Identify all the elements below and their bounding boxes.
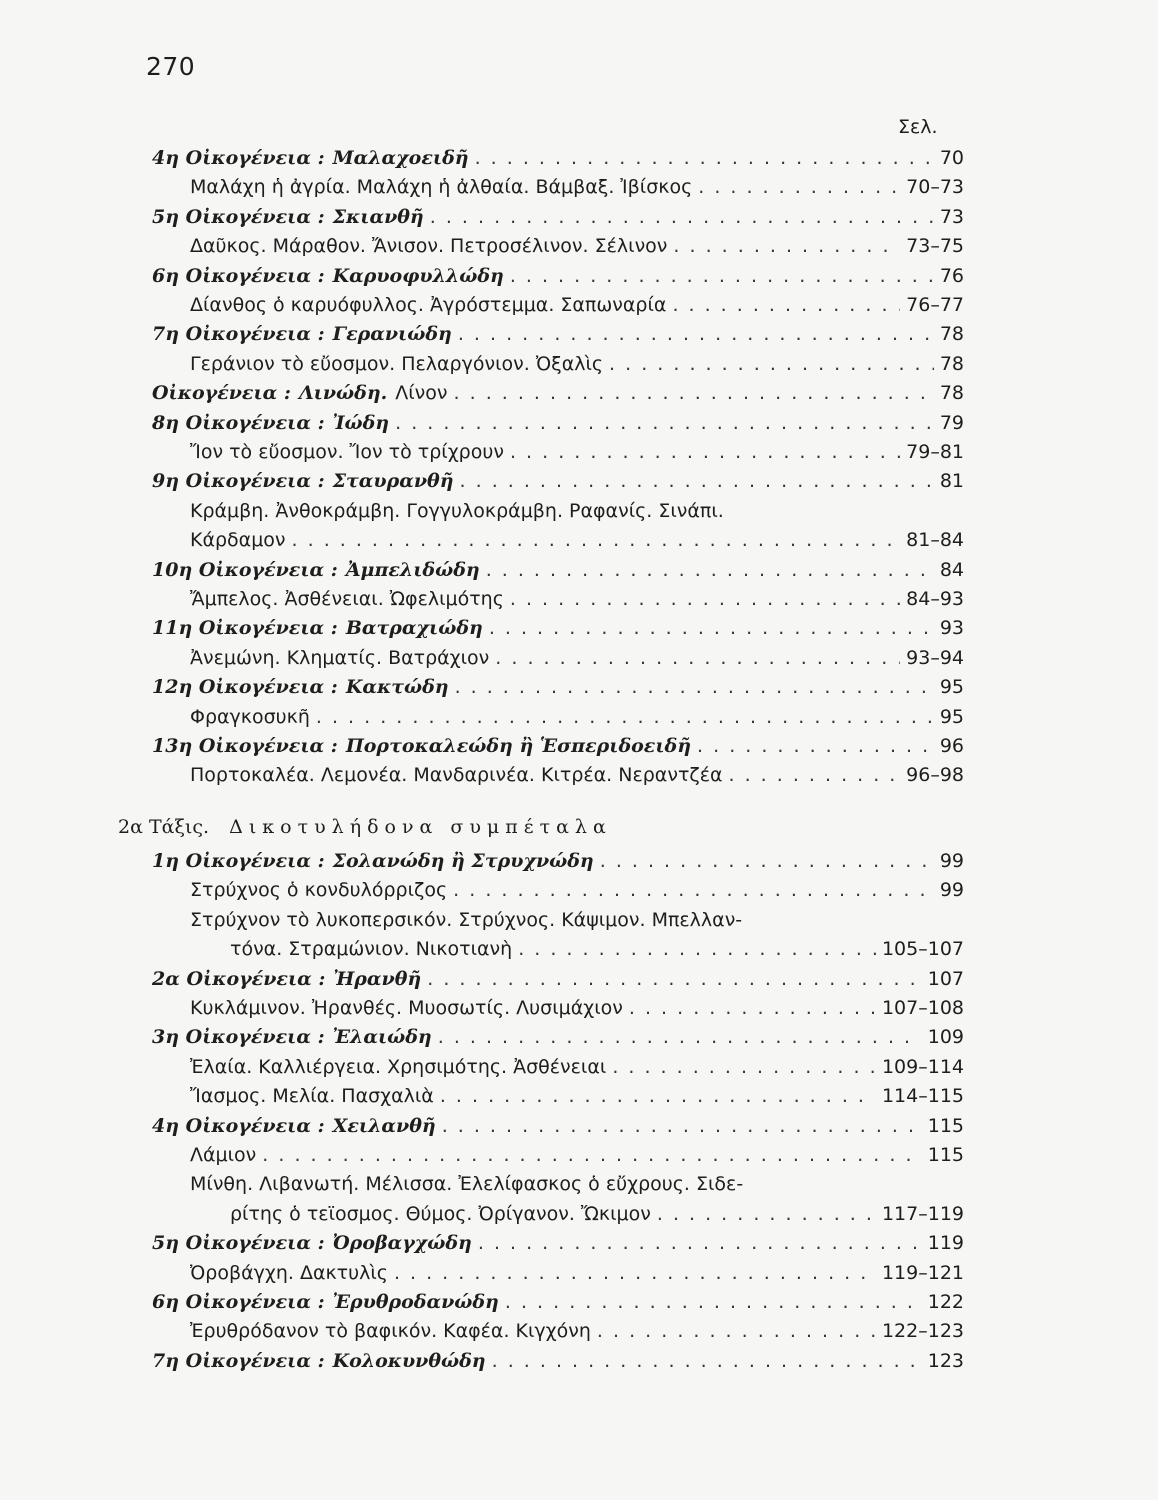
dot-leader	[489, 613, 934, 643]
dot-leader	[442, 1111, 922, 1141]
dot-leader	[492, 1346, 922, 1376]
family-name: Βατραχιώδη	[345, 617, 483, 640]
plants-text: Μίνθη. Λιβανωτή. Μέλισσα. Ἐλελίφασκος ὁ εὔχρους. Σιδε-	[190, 1173, 744, 1196]
family-name: Ὀροβαγχώδη	[332, 1232, 472, 1255]
plants-text: Δαῦκος. Μάραθον. Ἄνισον. Πετροσέλινον. Σέλινον	[190, 235, 668, 258]
family-name: Ἠρανθῆ	[333, 967, 422, 990]
plants-entry	[190, 437, 964, 467]
plants-entry	[190, 496, 964, 526]
page-ref: 78	[939, 323, 964, 346]
dot-leader	[505, 1287, 922, 1317]
dot-leader	[478, 1228, 922, 1258]
section-label: 2α Τάξις.	[118, 816, 210, 838]
plants-entry	[230, 934, 964, 964]
page-column-label: Σελ.	[898, 116, 938, 138]
plants-entry	[190, 1258, 964, 1288]
plants-text: Γεράνιον τὸ εὔοσμον. Πελαργόνιον. Ὀξαλὶς	[190, 352, 604, 375]
family-name: Χειλανθῆ	[332, 1114, 436, 1137]
family-entry	[152, 202, 964, 232]
dot-leader	[698, 172, 900, 202]
plants-entry	[190, 1169, 964, 1199]
dot-leader	[672, 290, 900, 320]
page-ref: 76	[939, 264, 964, 287]
family-label: 12η Οἰκογένεια :	[152, 676, 338, 699]
family-entry	[152, 466, 964, 496]
family-name: Πορτοκαλεώδη ἢ Ἑσπεριδοειδῆ	[345, 735, 692, 757]
family-name: Ἀμπελιδώδη	[345, 558, 480, 581]
page-ref: 99	[939, 850, 964, 872]
family-name: Γερανιώδη	[332, 323, 452, 346]
family-label: 13η Οἰκογένεια :	[152, 735, 338, 757]
dot-leader	[316, 702, 934, 732]
plants-text: Δίανθος ὁ καρυόφυλλος. Ἀγρόστεμμα. Σαπωναρία	[190, 294, 667, 316]
dot-leader	[495, 643, 900, 673]
page-ref: 99	[939, 879, 964, 902]
family-entry	[152, 1022, 964, 1052]
dot-leader	[486, 555, 934, 585]
plants-text: Κυκλάμινον. Ἠρανθές. Μυοσωτίς. Λυσιμάχιον	[190, 997, 623, 1019]
plants-entry	[190, 993, 964, 1023]
page-ref: 78	[939, 382, 964, 405]
page-ref: 119	[927, 1232, 964, 1255]
family-name: Σκιανθῆ	[332, 205, 424, 228]
dot-leader	[458, 319, 934, 349]
page-ref: 84–93	[906, 588, 964, 610]
plants-entry	[190, 349, 964, 379]
plants-text: Πορτοκαλέα. Λεμονέα. Μανδαρινέα. Κιτρέα. Νεραντζέα	[190, 764, 723, 787]
family-label: 4η Οἰκογένεια :	[152, 1114, 325, 1137]
family-name: Ἐρυθροδανώδη	[332, 1291, 499, 1313]
family-entry	[152, 613, 964, 643]
dot-leader	[673, 231, 900, 261]
plants-entry	[190, 231, 964, 261]
family-name: Κολοκυνθώδη	[332, 1349, 486, 1372]
plants-text: Ἄμπελος. Ἀσθένειαι. Ὠφελιμότης	[190, 588, 504, 610]
family-entry	[152, 964, 964, 994]
dot-leader	[438, 1022, 922, 1052]
plants-text: Φραγκοσυκῆ	[190, 705, 310, 728]
family-entry	[152, 408, 964, 438]
page-ref: 114–115	[881, 1085, 964, 1108]
plants-entry	[190, 290, 964, 320]
dot-leader	[609, 349, 934, 379]
family-label: 6η Οἰκογένεια :	[152, 1291, 325, 1313]
page-ref: 81	[939, 470, 964, 493]
family-name: Κακτώδη	[345, 676, 449, 699]
dot-leader	[395, 408, 934, 438]
page-ref: 79–81	[906, 441, 964, 463]
family-label: 10η Οἰκογένεια :	[152, 558, 338, 581]
page-ref: 109	[927, 1026, 964, 1049]
plants-text: Κάρδαμον	[190, 529, 286, 552]
plants-entry	[190, 702, 964, 732]
family-name: Καρυοφυλλώδη	[332, 264, 504, 287]
plants-text: Ἴον τὸ εὔοσμον. Ἴον τὸ τρίχρουν	[190, 441, 504, 463]
family-entry	[152, 1228, 964, 1258]
family-label: 3η Οἰκογένεια :	[152, 1026, 325, 1049]
dot-leader	[510, 261, 934, 291]
family-entry	[152, 319, 964, 349]
plants-text: Στρύχνον τὸ λυκοπερσικόν. Στρύχνος. Κάψιμον. Μπελλαν-	[190, 908, 743, 931]
plants-entry	[190, 1316, 964, 1346]
family-label: 8η Οἰκογένεια :	[152, 411, 325, 434]
family-entry	[152, 1111, 964, 1141]
dot-leader	[440, 1081, 876, 1111]
page-ref: 123	[927, 1349, 964, 1372]
plants-text: Ἐρυθρόδανον τὸ βαφικόν. Καφέα. Κιγχόνη	[190, 1320, 591, 1343]
page-ref: 115	[927, 1144, 964, 1166]
dot-leader	[427, 964, 922, 994]
page-number: 270	[146, 52, 196, 81]
family-entry	[152, 731, 964, 761]
page-ref: 93–94	[906, 646, 964, 669]
dot-leader	[475, 143, 934, 173]
page-ref: 84	[939, 558, 964, 581]
page-ref: 70	[939, 147, 964, 169]
family-name: Μαλαχοειδῆ	[332, 147, 469, 169]
plants-entry	[190, 875, 964, 905]
family-name: Σολανώδη ἢ Στρυχνώδη	[332, 850, 594, 872]
plants-entry	[190, 584, 964, 614]
page-ref: 73–75	[906, 235, 964, 258]
family-name: Ἰώδη	[332, 411, 390, 434]
page-ref: 105–107	[881, 938, 964, 961]
page-ref: 96	[939, 735, 964, 757]
family-label: 7η Οἰκογένεια :	[152, 323, 325, 346]
family-label: 1η Οἰκογένεια :	[152, 850, 325, 872]
plants-entry	[190, 1081, 964, 1111]
page-ref: 95	[939, 676, 964, 699]
family-label: 5η Οἰκογένεια :	[152, 1232, 325, 1255]
plants-text: Κράμβη. Ἀνθοκράμβη. Γογγυλοκράμβη. Ραφανίς. Σινάπι.	[190, 499, 724, 522]
dot-leader	[697, 731, 934, 761]
plants-entry	[190, 1052, 964, 1082]
family-entry	[152, 378, 964, 408]
dot-leader	[612, 1052, 876, 1082]
dot-leader	[510, 584, 900, 614]
plants-text: Ἴασμος. Μελία. Πασχαλιὰ	[190, 1085, 434, 1108]
section-subtitle: Δικοτυλήδονα συμπέταλα	[229, 816, 612, 838]
dot-leader	[600, 846, 934, 876]
plants-text: Ἀνεμώνη. Κληματίς. Βατράχιον	[190, 646, 490, 669]
family-label: 5η Οἰκογένεια :	[152, 205, 325, 228]
plants-entry	[230, 1199, 964, 1229]
dot-leader	[453, 875, 934, 905]
section-heading	[118, 816, 612, 838]
plants-text: ρίτης ὁ τεϊοσμος. Θύμος. Ὀρίγανον. Ὤκιμον	[230, 1202, 651, 1225]
page-ref: 93	[939, 617, 964, 640]
page-ref: 95	[939, 705, 964, 728]
family-label: 11η Οἰκογένεια :	[152, 617, 338, 640]
family-label: 9η Οἰκογένεια :	[152, 470, 325, 493]
page-ref: 117–119	[881, 1202, 964, 1225]
dot-leader	[597, 1316, 876, 1346]
plants-entry	[190, 643, 964, 673]
page-ref: 109–114	[881, 1055, 964, 1078]
page-ref: 70–73	[906, 176, 964, 199]
family-name: Ἐλαιώδη	[332, 1026, 432, 1049]
dot-leader	[729, 760, 901, 790]
page-ref: 107–108	[881, 997, 964, 1019]
family-label: 7η Οἰκογένεια :	[152, 1349, 325, 1372]
plants-entry	[190, 172, 964, 202]
family-name: Λινώδη.	[298, 382, 388, 405]
family-label: 2α Οἰκογένεια :	[152, 967, 326, 990]
family-label: Οἰκογένεια :	[152, 382, 291, 405]
family-entry	[152, 672, 964, 702]
dot-leader	[510, 437, 900, 467]
dot-leader	[394, 1258, 876, 1288]
dot-leader	[262, 1140, 921, 1170]
family-entry	[152, 1287, 964, 1317]
page-ref: 81–84	[906, 529, 964, 552]
family-entry	[152, 261, 964, 291]
family-label: 6η Οἰκογένεια :	[152, 264, 325, 287]
page-ref: 115	[927, 1114, 964, 1137]
plants-entry	[190, 525, 964, 555]
page-ref: 76–77	[906, 294, 964, 316]
page-ref: 96–98	[906, 764, 964, 787]
plants-entry	[190, 760, 964, 790]
family-entry	[152, 846, 964, 876]
dot-leader	[292, 525, 901, 555]
family-extra: Λίνον	[395, 382, 448, 405]
dot-leader	[454, 378, 934, 408]
dot-leader	[657, 1199, 876, 1229]
dot-leader	[455, 672, 934, 702]
page-ref: 73	[939, 205, 964, 228]
dot-leader	[629, 993, 876, 1023]
plants-text: Στρύχνος ὁ κονδυλόρριζος	[190, 879, 448, 902]
plants-entry	[190, 1140, 964, 1170]
plants-text: Ἐλαία. Καλλιέργεια. Χρησιμότης. Ἀσθένειαι	[190, 1055, 607, 1078]
page-ref: 79	[939, 411, 964, 434]
dot-leader	[430, 202, 934, 232]
page-ref: 78	[939, 352, 964, 375]
plants-text: τόνα. Στραμώνιον. Νικοτιανὴ	[230, 938, 513, 961]
family-entry	[152, 143, 964, 173]
plants-entry	[190, 905, 964, 935]
dot-leader	[460, 466, 934, 496]
plants-text: Λάμιον	[190, 1144, 257, 1166]
plants-text: Ὀροβάγχη. Δακτυλὶς	[190, 1261, 388, 1284]
page-ref: 107	[927, 967, 964, 990]
plants-text: Μαλάχη ἡ ἀγρία. Μαλάχη ἡ ἀλθαία. Βάμβαξ. Ἰβίσκος	[190, 176, 693, 199]
page-ref: 122	[927, 1291, 964, 1313]
family-label: 4η Οἰκογένεια :	[152, 147, 325, 169]
family-entry	[152, 1346, 964, 1376]
dot-leader	[518, 934, 876, 964]
family-entry	[152, 555, 964, 585]
family-name: Σταυρανθῆ	[332, 470, 454, 493]
page-ref: 122–123	[881, 1320, 964, 1343]
page-ref: 119–121	[881, 1261, 964, 1284]
